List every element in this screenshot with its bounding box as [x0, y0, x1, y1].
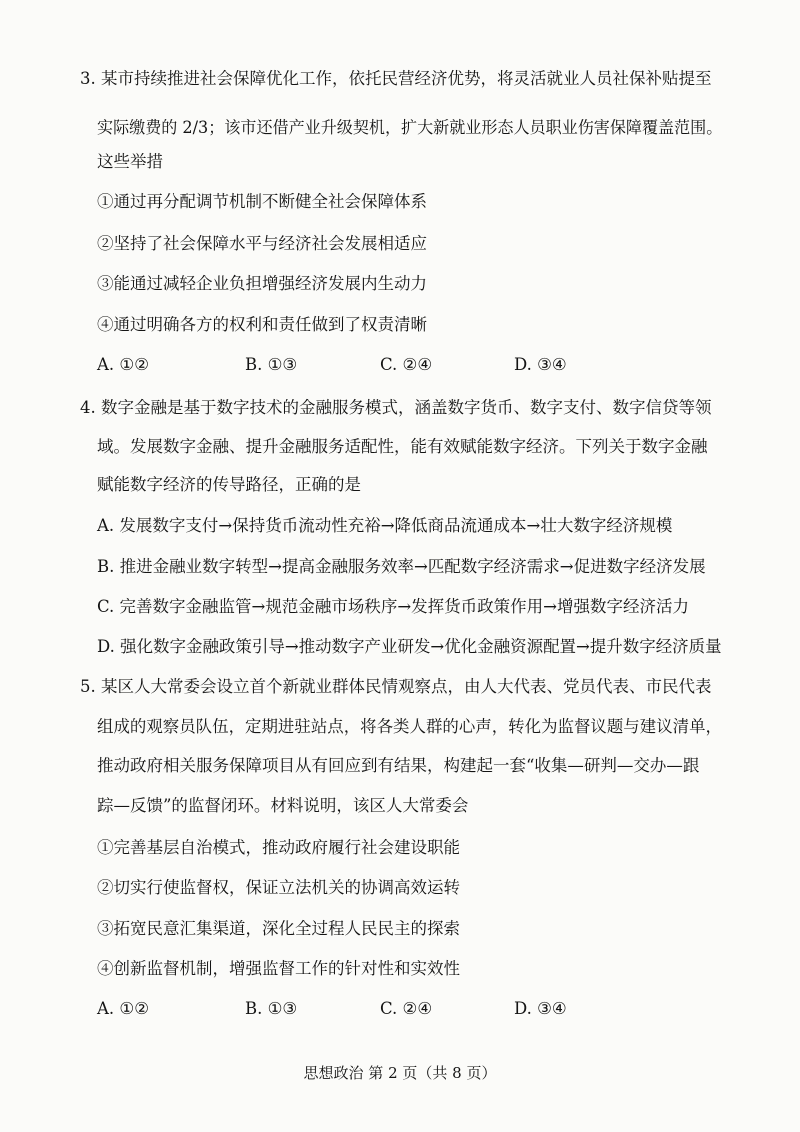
q4-option-c: C. 完善数字金融监管→规范金融市场秩序→发挥货币政策作用→增强数字经济活力	[97, 597, 690, 616]
q4-option-b: B. 推进金融业数字转型→提高金融服务效率→匹配数字经济需求→促进数字经济发展	[97, 557, 706, 576]
q4-option-d: D. 强化数字金融政策引导→推动数字产业研发→优化金融资源配置→提升数字经济质量	[97, 637, 722, 656]
q3-option-d: D. ③④	[514, 355, 567, 374]
q5-stem-line-3: 推动政府相关服务保障项目从有回应到有结果，构建起一套“收集—研判—交办—跟	[97, 756, 700, 775]
q5-stem-line-1: 5. 某区人大常委会设立首个新就业群体民情观察点，由人大代表、党员代表、市民代表	[80, 677, 712, 696]
q5-item-3: ③拓宽民意汇集渠道，深化全过程人民民主的探索	[97, 919, 460, 938]
q5-option-b: B. ①③	[245, 999, 298, 1018]
q3-option-c: C. ②④	[380, 355, 433, 374]
q4-stem-line-2: 域。发展数字金融、提升金融服务适配性，能有效赋能数字经济。下列关于数字金融	[97, 437, 708, 456]
page-footer: 思想政治 第 2 页（共 8 页）	[303, 1064, 497, 1082]
q3-stem-line-2: 实际缴费的 2/3；该市还借产业升级契机，扩大新就业形态人员职业伤害保障覆盖范围。	[97, 118, 723, 137]
q4-stem-line-3: 赋能数字经济的传导路径，正确的是	[97, 475, 361, 494]
q3-item-3: ③能通过减轻企业负担增强经济发展内生动力	[97, 274, 427, 293]
q5-stem-line-4: 踪—反馈”的监督闭环。材料说明，该区人大常委会	[97, 796, 469, 815]
q5-stem-line-2: 组成的观察员队伍，定期进驻站点，将各类人群的心声，转化为监督议题与建议清单，	[97, 717, 722, 736]
q3-item-2: ②坚持了社会保障水平与经济社会发展相适应	[97, 234, 427, 253]
q5-item-2: ②切实行使监督权，保证立法机关的协调高效运转	[97, 878, 460, 897]
q5-option-c: C. ②④	[380, 999, 433, 1018]
q4-stem-line-1: 4. 数字金融是基于数字技术的金融服务模式，涵盖数字货币、数字支付、数字信贷等领	[80, 398, 712, 417]
q3-option-b: B. ①③	[245, 355, 298, 374]
q3-stem-line-3: 这些举措	[97, 152, 163, 171]
q5-option-a: A. ①②	[97, 999, 149, 1018]
q3-stem-line-1: 3. 某市持续推进社会保障优化工作，依托民营经济优势，将灵活就业人员社保补贴提至	[80, 69, 712, 88]
q3-item-4: ④通过明确各方的权利和责任做到了权责清晰	[97, 315, 427, 334]
q5-item-1: ①完善基层自治模式，推动政府履行社会建设职能	[97, 838, 460, 857]
q3-item-1: ①通过再分配调节机制不断健全社会保障体系	[97, 192, 427, 211]
q5-option-d: D. ③④	[514, 999, 567, 1018]
q3-option-a: A. ①②	[97, 355, 149, 374]
q4-option-a: A. 发展数字支付→保持货币流动性充裕→降低商品流通成本→壮大数字经济规模	[97, 516, 673, 535]
q5-item-4: ④创新监督机制，增强监督工作的针对性和实效性	[97, 959, 460, 978]
